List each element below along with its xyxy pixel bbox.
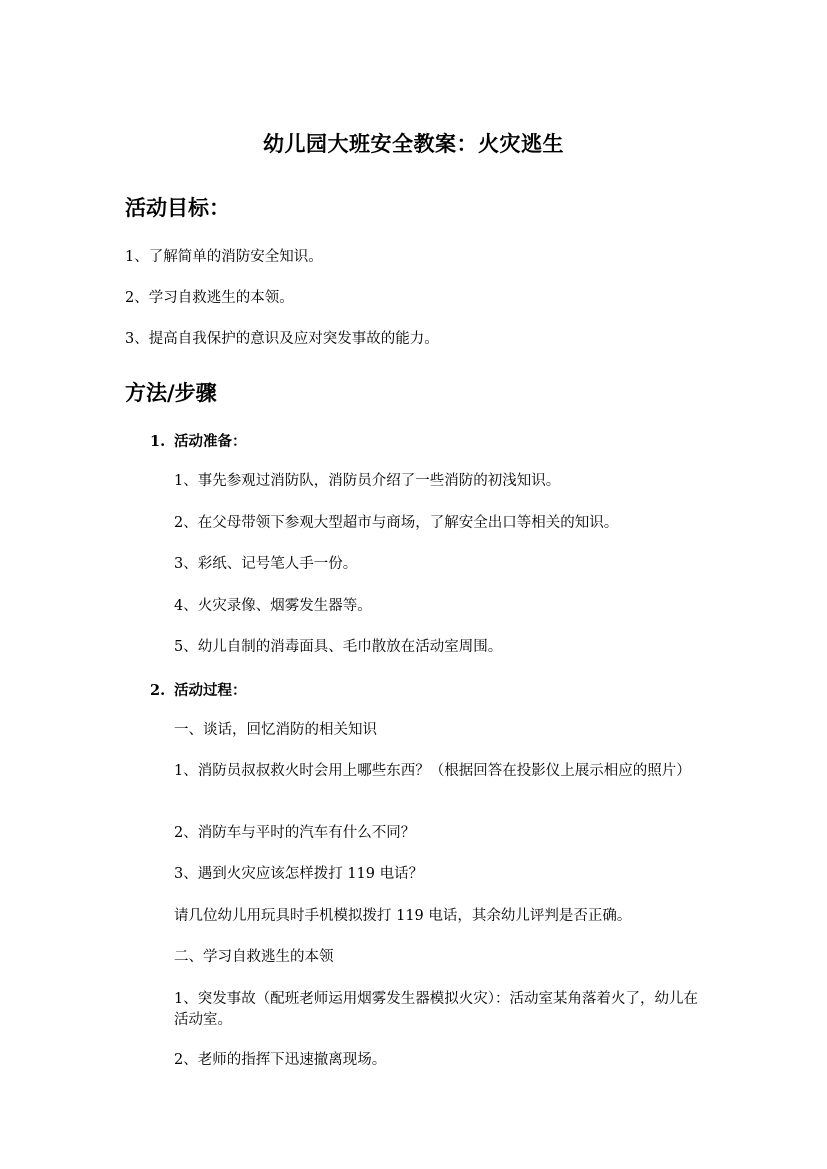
step-paragraph: 1、消防员叔叔救火时会用上哪些东西？（根据回答在投影仪上展示相应的照片） <box>174 763 691 779</box>
objectives-heading: 活动目标： <box>125 195 230 220</box>
objective-item: 2、学习自救逃生的本领。 <box>125 290 294 306</box>
step-number: 1. <box>150 433 166 450</box>
step-paragraph: 2、消防车与平时的汽车有什么不同？ <box>174 825 416 841</box>
step-paragraph: 1、事先参观过消防队，消防员介绍了一些消防的初浅知识。 <box>174 473 561 489</box>
step-number: 2. <box>150 682 166 699</box>
methods-heading: 方法/步骤 <box>125 380 217 405</box>
step-paragraph: 3、遇到火灾应该怎样拨打 119 电话？ <box>174 866 424 882</box>
objective-item: 3、提高自我保护的意识及应对突发事故的能力。 <box>125 331 439 347</box>
step-paragraph: 请几位幼儿用玩具时手机模拟拨打 119 电话，其余幼儿评判是否正确。 <box>174 908 632 924</box>
step-heading <box>150 679 247 700</box>
step-paragraph: 4、火灾录像、烟雾发生器等。 <box>174 598 372 614</box>
step-heading <box>150 430 247 451</box>
step-paragraph: 2、老师的指挥下迅速撤离现场。 <box>174 1052 387 1068</box>
step-paragraph: 一、谈话，回忆消防的相关知识 <box>174 722 377 738</box>
step-paragraph: 5、幼儿自制的消毒面具、毛巾散放在活动室周围。 <box>174 639 503 655</box>
step-title: 活动过程： <box>174 682 247 699</box>
step-paragraph: 1、突发事故（配班老师运用烟雾发生器模拟火灾）：活动室某角落着火了，幼儿在活动室。 <box>174 991 698 1028</box>
step-paragraph: 2、在父母带领下参观大型超市与商场，了解安全出口等相关的知识。 <box>174 515 619 531</box>
step-title: 活动准备： <box>174 433 247 450</box>
document-title: 幼儿园大班安全教案：火灾逃生 <box>263 131 564 156</box>
step-paragraph: 3、彩纸、记号笔人手一份。 <box>174 556 358 572</box>
step-paragraph: 二、学习自救逃生的本领 <box>174 949 334 965</box>
objective-item: 1、了解简单的消防安全知识。 <box>125 249 323 265</box>
